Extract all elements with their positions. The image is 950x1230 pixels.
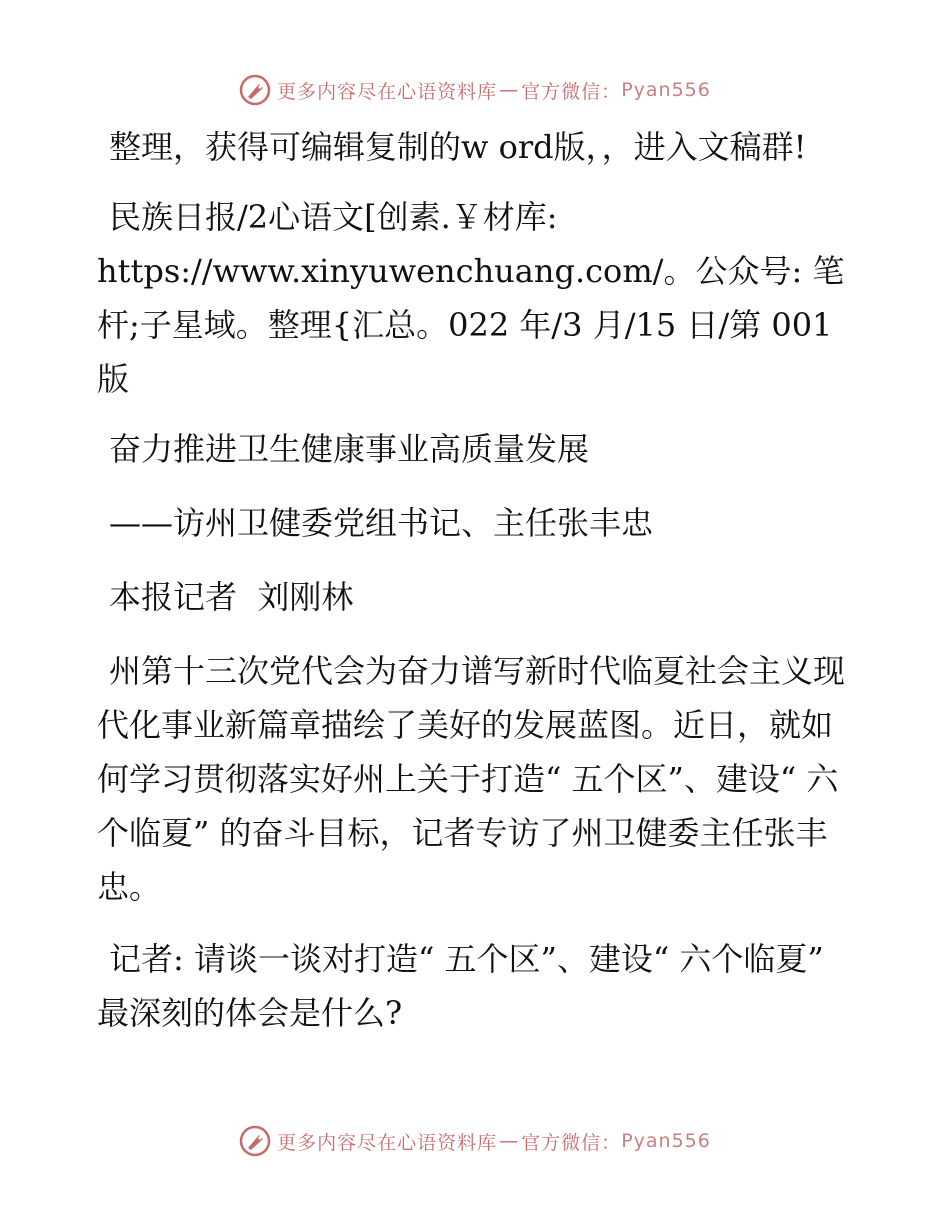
lead-paragraph: 州第十三次党代会为奋力谱写新时代临夏社会主义现代化事业新篇章描绘了美好的发展蓝图。近日，就如何学习贯彻落实好州上关于打造“ 五个区”、建设“ 六个临夏” 的奋斗目标，记者专访了州卫健委主任张丰忠。 — [97, 652, 846, 906]
pen-nib-circle-icon — [239, 74, 271, 106]
article-subtitle: ——访州卫健委党组书记、主任张丰忠 — [109, 504, 654, 542]
pen-nib-circle-icon — [239, 1125, 271, 1157]
watermark-handle: Pyan556 — [621, 79, 711, 101]
watermark-separator: — — [499, 79, 520, 101]
watermark-separator: — — [499, 1130, 520, 1152]
article-byline: 本报记者 刘刚林 — [109, 578, 354, 616]
document-body — [97, 120, 852, 1058]
header-watermark — [0, 74, 950, 106]
watermark-official-text: 官方微信： — [521, 80, 622, 103]
source-paragraph: 民族日报/2心语文[创素.￥材库: https://www.xinyuwenchuang.com/。公众号: 笔杆;子星域。整理{汇总。022 年/3 月/15 日/第 001 版 — [97, 198, 845, 398]
article-title: 奋力推进卫生健康事业高质量发展 — [109, 430, 590, 468]
watermark-main-text: 更多内容尽在心语资料库 — [277, 1131, 498, 1154]
watermark-main-text: 更多内容尽在心语资料库 — [277, 80, 498, 103]
question-paragraph: 记者: 请谈一谈对打造“ 五个区”、建设“ 六个临夏” 最深刻的体会是什么? — [97, 940, 824, 1032]
watermark-handle: Pyan556 — [621, 1130, 711, 1152]
footer-watermark — [0, 1125, 950, 1157]
watermark-official-text: 官方微信： — [521, 1131, 622, 1154]
intro-paragraph: 整理，获得可编辑复制的w ord版，，进入文稿群! — [109, 128, 807, 166]
